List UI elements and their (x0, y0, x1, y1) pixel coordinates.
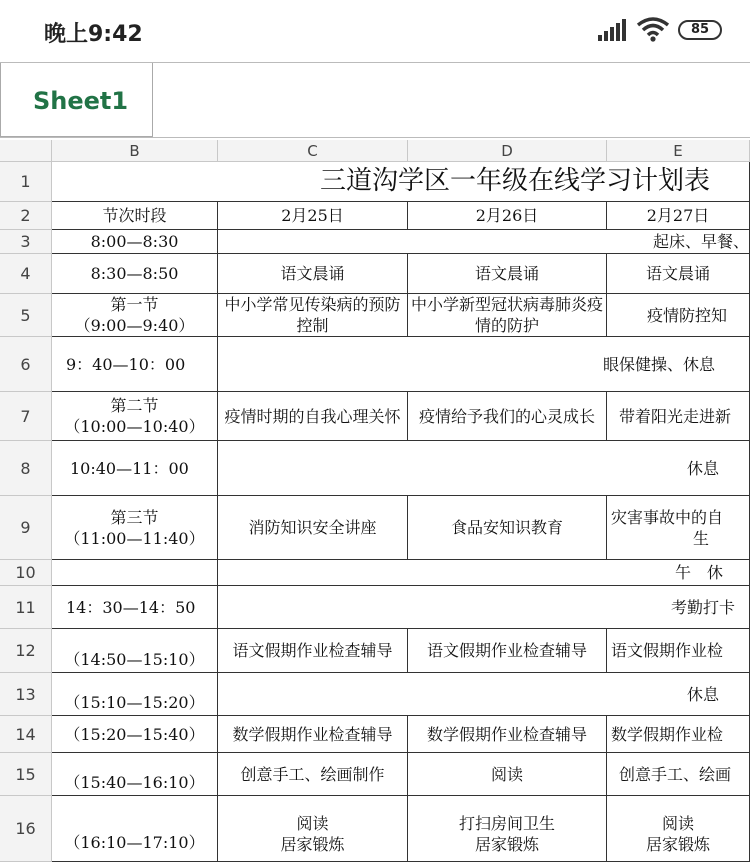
cell-e7[interactable]: 带着阳光走进新 (607, 392, 750, 441)
cell-d5[interactable]: 中小学新型冠状病毒肺炎疫情的防护 (408, 294, 607, 337)
cell-e14[interactable]: 数学假期作业检 (607, 716, 750, 753)
cell-e12[interactable]: 语文假期作业检 (607, 629, 750, 673)
status-time: 晚上9:42 (44, 22, 143, 47)
period-time: （9:00—9:40） (74, 316, 195, 335)
cell-d15[interactable]: 阅读 (408, 753, 607, 796)
cell-b7[interactable] (52, 392, 218, 441)
cell-c12[interactable]: 语文假期作业检查辅导 (218, 629, 408, 673)
cell-b4[interactable]: 8:30—8:50 (52, 254, 218, 294)
row-header-7[interactable]: 7 (0, 392, 52, 441)
cell-c16-line1: 阅读 (296, 814, 329, 833)
cell-c14[interactable]: 数学假期作业检查辅导 (218, 716, 408, 753)
cell-c16[interactable] (218, 796, 408, 862)
row-header-4[interactable]: 4 (0, 254, 52, 294)
battery-indicator: 85 (678, 20, 722, 40)
cell-c13-merged[interactable]: 休息 (218, 673, 750, 716)
cell-d16-line2: 居家锻炼 (474, 835, 539, 854)
cell-b3[interactable]: 8:00—8:30 (52, 230, 218, 254)
cell-c6-merged[interactable]: 眼保健操、休息 (218, 337, 750, 392)
column-header-e[interactable]: E (607, 140, 750, 162)
cell-c8-merged[interactable]: 休息 (218, 441, 750, 496)
cell-b9[interactable] (52, 496, 218, 560)
column-header-b[interactable]: B (52, 140, 218, 162)
cell-c9[interactable]: 消防知识安全讲座 (218, 496, 408, 560)
cell-c15[interactable]: 创意手工、绘画制作 (218, 753, 408, 796)
cell-b13[interactable]: （15:10—15:20） (52, 673, 218, 716)
cell-b16[interactable]: （16:10—17:10） (52, 796, 218, 862)
column-header-d[interactable]: D (408, 140, 607, 162)
cell-e4[interactable]: 语文晨诵 (607, 254, 750, 294)
cell-d7[interactable]: 疫情给予我们的心灵成长 (408, 392, 607, 441)
cell-d16-line1: 打扫房间卫生 (458, 814, 555, 833)
cell-b11[interactable]: 14：30—14：50 (52, 586, 218, 629)
row-header-5[interactable]: 5 (0, 294, 52, 337)
row-header-8[interactable]: 8 (0, 441, 52, 496)
period-time: （10:00—10:40） (64, 417, 205, 436)
row-header-6[interactable]: 6 (0, 337, 52, 392)
row-header-15[interactable]: 15 (0, 753, 52, 796)
cell-c11-merged[interactable]: 考勤打卡 (218, 586, 750, 629)
period-label: 第二节 (110, 396, 159, 415)
row-header-14[interactable]: 14 (0, 716, 52, 753)
column-header-c[interactable]: C (218, 140, 408, 162)
cell-d4[interactable]: 语文晨诵 (408, 254, 607, 294)
select-all-corner[interactable] (0, 140, 52, 162)
row-header-11[interactable]: 11 (0, 586, 52, 629)
cell-e2[interactable]: 2月27日 (607, 202, 750, 230)
status-bar (0, 0, 750, 62)
period-label: 第三节 (110, 507, 159, 527)
cell-c3-merged[interactable]: 起床、早餐、 (218, 230, 750, 254)
cell-e15[interactable]: 创意手工、绘画 (607, 753, 750, 796)
row-header-1[interactable]: 1 (0, 162, 52, 202)
cell-d14[interactable]: 数学假期作业检查辅导 (408, 716, 607, 753)
cell-b15[interactable]: （15:40—16:10） (52, 753, 218, 796)
cell-b14[interactable]: （15:20—15:40） (52, 716, 218, 753)
cell-c2[interactable]: 2月25日 (218, 202, 408, 230)
row-header-10[interactable]: 10 (0, 560, 52, 586)
wifi-icon (636, 15, 670, 43)
cell-signal-icon (598, 19, 632, 41)
cell-e9-line2: 生 (693, 528, 710, 548)
cell-title[interactable] (52, 162, 750, 202)
cell-b2[interactable]: 节次时段 (52, 202, 218, 230)
row-header-16[interactable]: 16 (0, 796, 52, 862)
row-header-2[interactable]: 2 (0, 202, 52, 230)
sheet-tab-label: Sheet1 (33, 87, 129, 115)
period-label: 第一节 (110, 295, 159, 314)
cell-e5[interactable]: 疫情防控知 (607, 294, 750, 337)
cell-e16-line1: 阅读 (661, 814, 694, 833)
cell-e16-line2: 居家锻炼 (645, 835, 710, 854)
cell-e9[interactable] (607, 496, 750, 560)
cell-b12[interactable]: （14:50—15:10） (52, 629, 218, 673)
cell-d9[interactable]: 食品安知识教育 (408, 496, 607, 560)
cell-d12[interactable]: 语文假期作业检查辅导 (408, 629, 607, 673)
sheet-tab-bar (0, 62, 750, 138)
cell-b8[interactable]: 10:40—11：00 (52, 441, 218, 496)
cell-d16[interactable] (408, 796, 607, 862)
sheet-tab-sheet1[interactable] (0, 63, 153, 137)
cell-d2[interactable]: 2月26日 (408, 202, 607, 230)
cell-e9-line1: 灾害事故中的自 (611, 507, 724, 527)
cell-e16[interactable] (607, 796, 750, 862)
row-header-9[interactable]: 9 (0, 496, 52, 560)
cell-c10-merged[interactable]: 午 休 (218, 560, 750, 586)
cell-b6[interactable]: 9：40—10：00 (52, 337, 218, 392)
row-header-12[interactable]: 12 (0, 629, 52, 673)
cell-c16-line2: 居家锻炼 (280, 835, 345, 854)
cell-c7[interactable]: 疫情时期的自我心理关怀 (218, 392, 408, 441)
cell-c5[interactable]: 中小学常见传染病的预防控制 (218, 294, 408, 337)
row-header-13[interactable]: 13 (0, 673, 52, 716)
cell-b5[interactable] (52, 294, 218, 337)
period-time: （11:00—11:40） (64, 528, 205, 548)
cell-b10[interactable] (52, 560, 218, 586)
title-text: 三道沟学区一年级在线学习计划表 (320, 166, 711, 196)
cell-c4[interactable]: 语文晨诵 (218, 254, 408, 294)
spreadsheet-grid[interactable] (0, 140, 750, 862)
row-header-3[interactable]: 3 (0, 230, 52, 254)
